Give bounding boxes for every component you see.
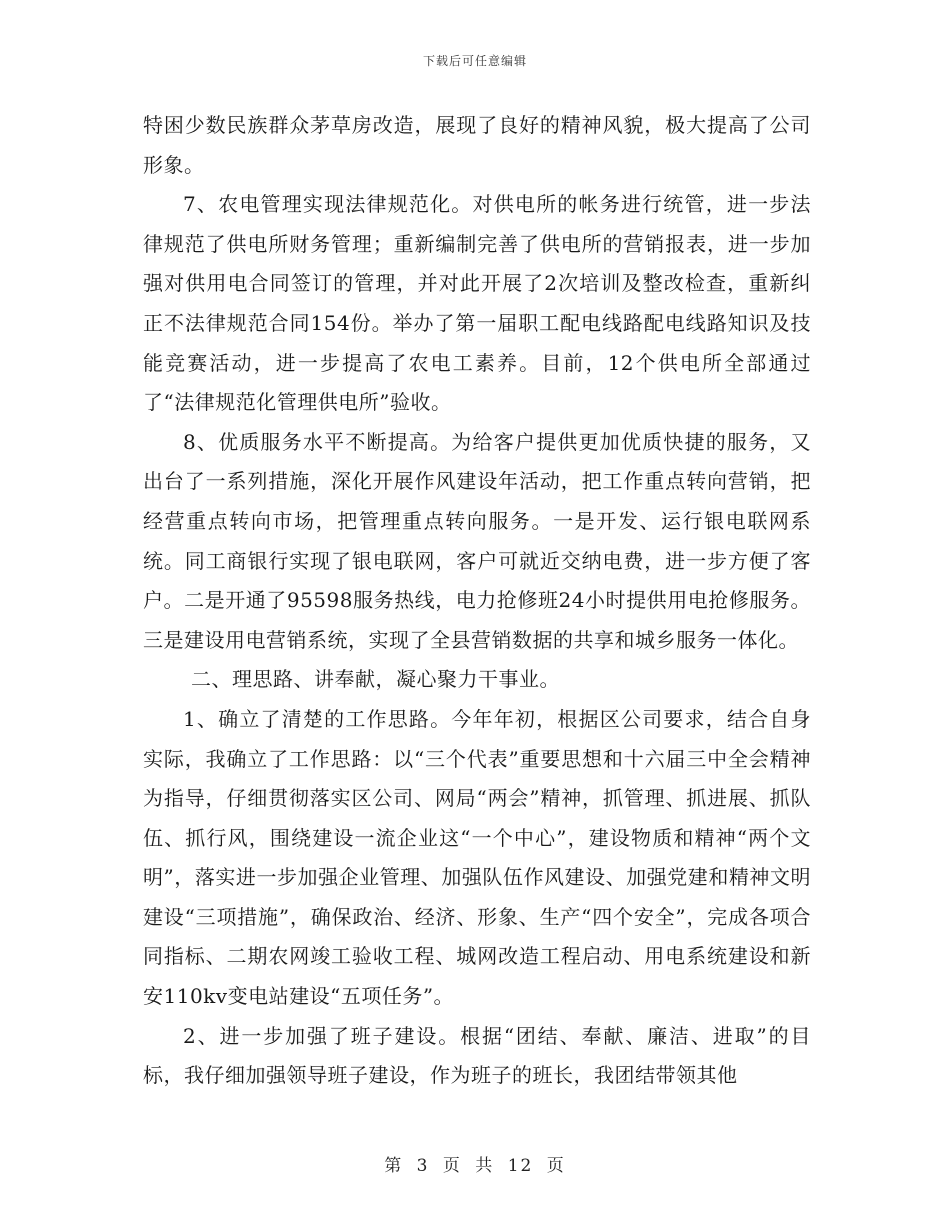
paragraph-item-7: 7、农电管理实现法律规范化。对供电所的帐务进行统管，进一步法律规范了供电所财务管理；重新编制完善了供电所的营销报表，进一步加强对供用电合同签订的管理，并对此开展了2次培训及整改检查，重新纠正不法律规范合同154份。举办了第一届职工配电线路配电线路知识及技能竞赛活动，进一步提高了农电工素养。目前，12个供电所全部通过了“法律规范化管理供电所”验收。 bbox=[143, 192, 811, 415]
paragraph-item-8: 8、优质服务水平不断提高。为给客户提供更加优质快捷的服务，又出台了一系列措施，深化开展作风建设年活动，把工作重点转向营销，把经营重点转向市场，把管理重点转向服务。一是开发、运行银电联网系统。同工商银行实现了银电联网，客户可就近交纳电费，进一步方便了客户。二是开通了95598服务热线，电力抢修班24小时提供用电抢修服务。三是建设用电营销系统，实现了全县营销数据的共享和城乡服务一体化。 bbox=[143, 429, 811, 652]
paragraph-item-2: 2、进一步加强了班子建设。根据“团结、奉献、廉洁、进取”的目标，我仔细加强领导班子建设，作为班子的班长，我团结带领其他 bbox=[143, 1023, 811, 1088]
page-number-footer: 第 3 页 共 12 页 bbox=[384, 1156, 566, 1176]
body-text bbox=[143, 106, 811, 1096]
paragraph-continuation: 特困少数民族群众茅草房改造，展现了良好的精神风貌，极大提高了公司形象。 bbox=[143, 113, 811, 177]
paragraph-item-1: 1、确立了清楚的工作思路。今年年初，根据区公司要求，结合自身实际，我确立了工作思路：以“三个代表”重要思想和十六届三中全会精神为指导，仔细贯彻落实区公司、网局“两会”精神，抓管理、抓进展、抓队伍、抓行风，围绕建设一流企业这“一个中心”，建设物质和精神“两个文明”，落实进一步加强企业管理、加强队伍作风建设、加强党建和精神文明建设“三项措施”，确保政治、经济、形象、生产“四个安全”，完成各项合同指标、二期农网竣工验收工程、城网改造工程启动、用电系统建设和新安110kv变电站建设“五项任务”。 bbox=[143, 706, 811, 1009]
section-heading: 二、理思路、讲奉献，凝心聚力干事业。 bbox=[191, 667, 560, 692]
page-header: 下载后可任意编辑 bbox=[422, 54, 527, 68]
